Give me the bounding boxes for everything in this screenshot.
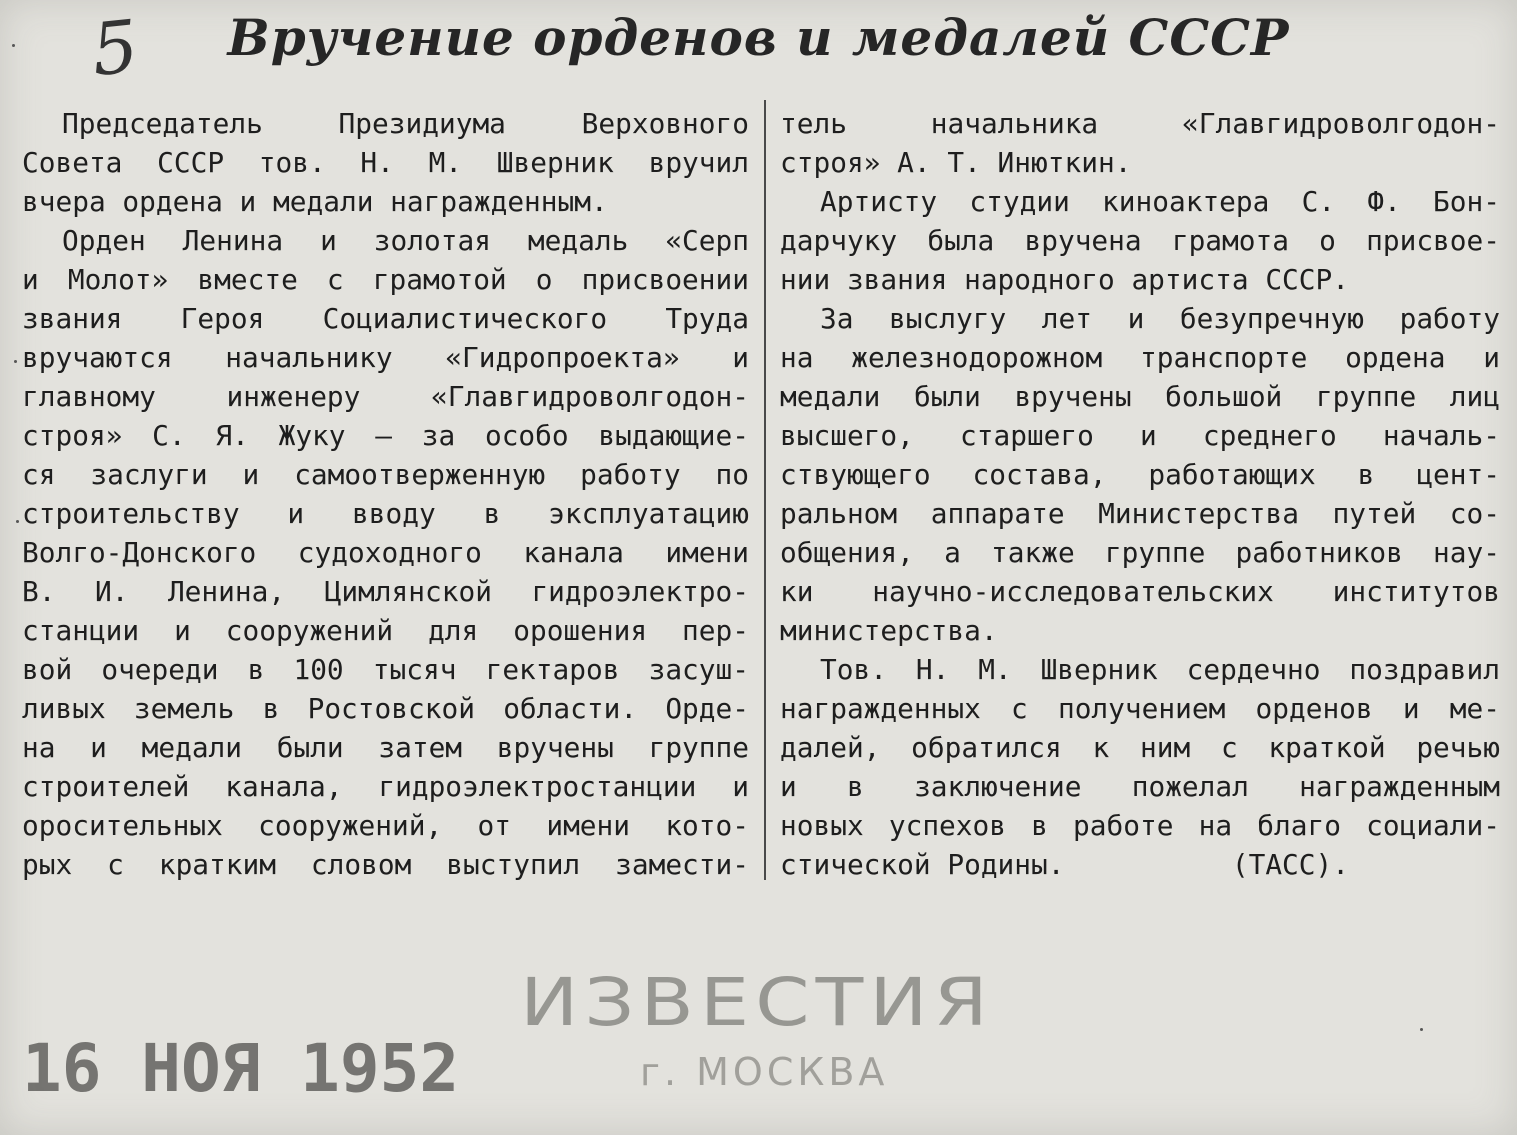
right-column [780,104,1500,884]
text-line: медали были вручены большой группе лиц [780,380,1500,413]
text-line: министерства. [780,614,998,647]
text-line: Председатель Президиума Верховного [62,107,749,140]
text-line: стической Родины. (ТАСС). [780,848,1349,881]
text-line: строя» А. Т. Инюткин. [780,146,1132,179]
text-line: вой очереди в 100 тысяч гектаров засуш- [22,653,749,686]
text-line: строя» С. Я. Жуку — за особо выдающие- [22,419,749,452]
text-line: далей, обратился к ним с краткой речью [780,731,1500,764]
text-line: В. И. Ленина, Цимлянской гидроэлектро- [22,575,749,608]
text-line: ствующего состава, работающих в цент- [780,458,1500,491]
text-line: станции и сооружений для орошения пер- [22,614,749,647]
text-line: ки научно-исследовательских институтов [780,575,1500,608]
text-line: Тов. Н. М. Шверник сердечно поздравил [820,653,1500,686]
text-line: строителей канала, гидроэлектростанции и [22,770,749,803]
text-line: новых успехов в работе на благо социали- [780,809,1500,842]
print-speck [1420,1028,1423,1031]
text-line: За выслугу лет и безупречную работу [820,302,1500,335]
article-headline: Вручение орденов и медалей СССР [227,8,1290,67]
text-line: на и медали были затем вручены группе [22,731,749,764]
text-line: главному инженеру «Главгидроволгодон- [22,380,749,413]
column-divider [764,100,766,880]
text-line: Орден Ленина и золотая медаль «Серп [62,224,749,257]
text-line: высшего, старшего и среднего началь- [780,419,1500,452]
text-line: вручаются начальнику «Гидропроекта» и [22,341,749,374]
text-line: и в заключение пожелал награжденным [780,770,1500,803]
text-line: рых с кратким словом выступил замести- [22,848,749,881]
text-line: вчера ордена и медали награжденным. [22,185,608,218]
text-line: общения, а также группе работников нау- [780,536,1500,569]
text-line: звания Героя Социалистического Труда [22,302,749,335]
text-line: Совета СССР тов. Н. М. Шверник вручил [22,146,749,179]
text-line: нии звания народного артиста СССР. [780,263,1349,296]
archive-stamp-date: 16 НОЯ 1952 [22,1030,460,1107]
text-line: оросительных сооружений, от имени кото- [22,809,749,842]
text-line: и Молот» вместе с грамотой о присвоении [22,263,749,296]
text-line: дарчуку была вручена грамота о присвое- [780,224,1500,257]
text-line: Волго-Донского судоходного канала имени [22,536,749,569]
text-line: тель начальника «Главгидроволгодон- [780,107,1500,140]
text-line: на железнодорожном транспорте ордена и [780,341,1500,374]
text-line: строительству и вводу в эксплуатацию [22,497,749,530]
text-line: ся заслуги и самоотверженную работу по [22,458,749,491]
print-speck [12,44,15,47]
text-line: ральном аппарате Министерства путей со- [780,497,1500,530]
left-column [22,104,749,884]
archive-stamp-newspaper: ИЗВЕСТИЯ [520,964,994,1042]
text-line: награжденных с получением орденов и ме- [780,692,1500,725]
margin-number: 5 [87,3,143,93]
text-line: ливых земель в Ростовской области. Орде- [22,692,749,725]
archive-stamp-city: г. МОСКВА [640,1050,889,1094]
print-speck [16,520,19,523]
print-speck [14,360,17,363]
text-line: Артисту студии киноактера С. Ф. Бон- [820,185,1500,218]
